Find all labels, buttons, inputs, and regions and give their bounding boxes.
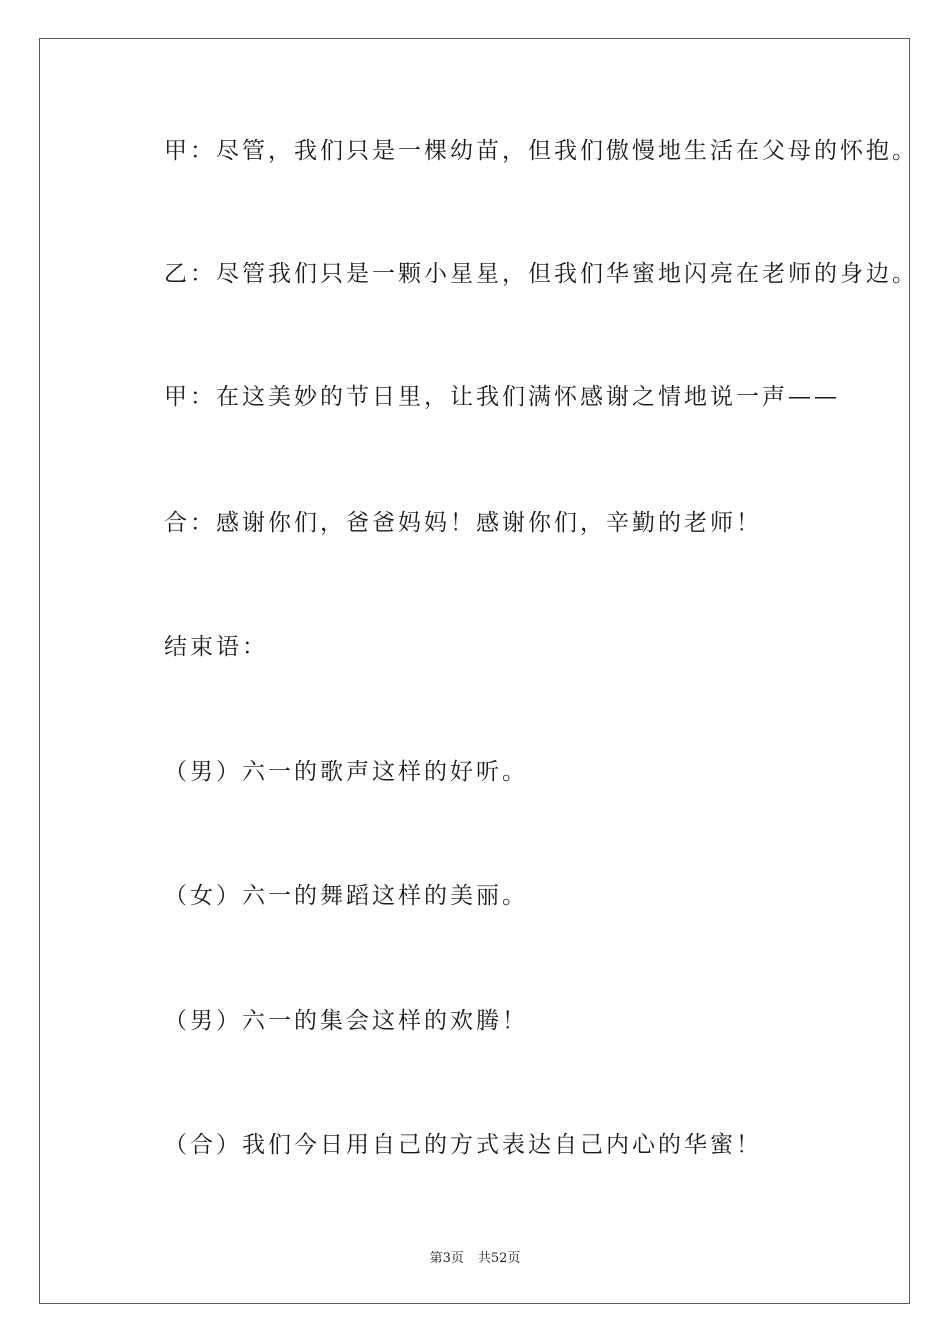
page-total: 共52页 bbox=[477, 1251, 521, 1266]
closing-heading: 结束语： bbox=[164, 634, 268, 660]
page-footer bbox=[0, 1247, 950, 1266]
text-line-1: 甲：尽管，我们只是一棵幼苗，但我们傲慢地生活在父母的怀抱。 bbox=[164, 138, 918, 164]
text-line-2: 乙：尽管我们只是一颗小星星，但我们华蜜地闪亮在老师的身边。 bbox=[164, 261, 918, 287]
text-line-8: （男）六一的集会这样的欢腾！ bbox=[164, 1008, 528, 1034]
text-line-3: 甲：在这美妙的节日里，让我们满怀感谢之情地说一声—— bbox=[164, 384, 840, 410]
page-number: 第3页 bbox=[429, 1251, 464, 1266]
page-frame bbox=[39, 38, 910, 1304]
text-line-4: 合：感谢你们，爸爸妈妈！感谢你们，辛勤的老师！ bbox=[164, 510, 762, 536]
text-line-9: （合）我们今日用自己的方式表达自己内心的华蜜！ bbox=[164, 1132, 762, 1158]
text-line-7: （女）六一的舞蹈这样的美丽。 bbox=[164, 883, 528, 909]
text-line-6: （男）六一的歌声这样的好听。 bbox=[164, 759, 528, 785]
